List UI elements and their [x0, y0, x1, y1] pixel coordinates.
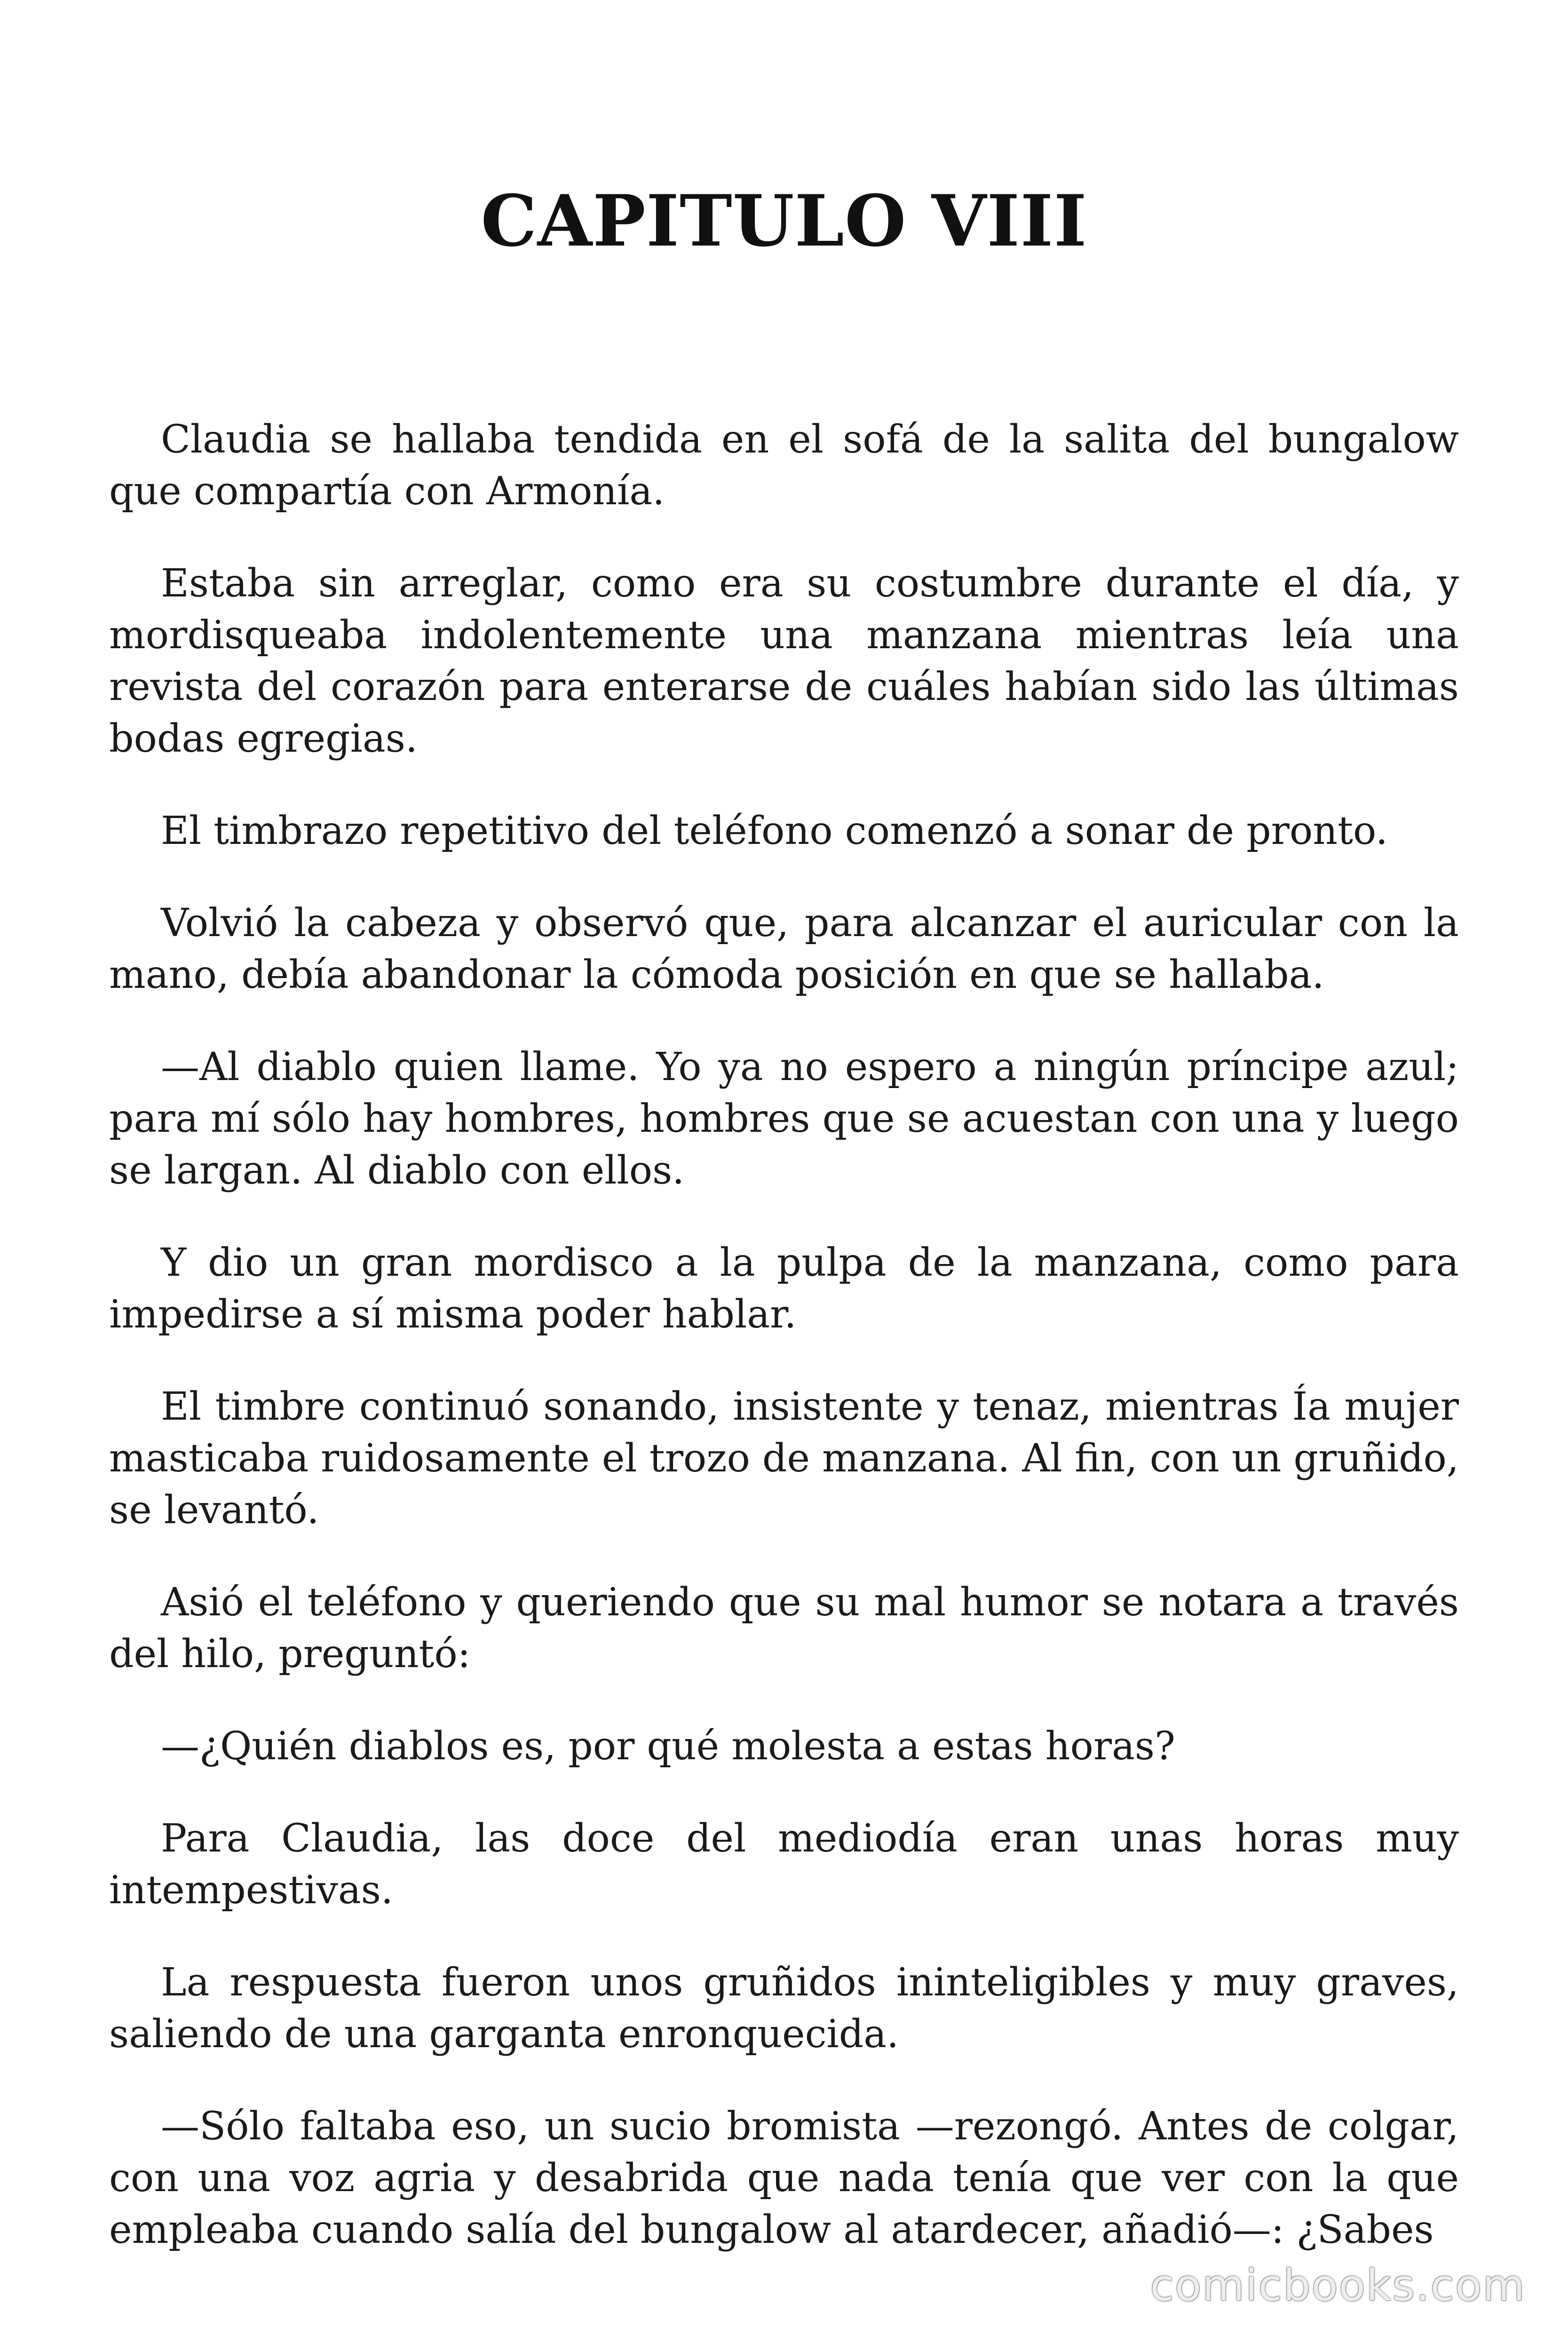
- paragraph: Volvió la cabeza y observó que, para alcanzar el auricular con la mano, debía abandonar la cómoda posición en que se hallaba.: [109, 901, 1459, 997]
- watermark: comicbooks.com: [1150, 2260, 1526, 2311]
- paragraph: El timbre continuó sonando, insistente y tenaz, mientras Ía mujer masticaba ruidosamente el trozo de manzana. Al fin, con un gruñido, se levantó.: [109, 1384, 1459, 1533]
- chapter-title: CAPITULO VIII: [481, 180, 1087, 262]
- paragraph: La respuesta fueron unos gruñidos ininteligibles y muy graves, saliendo de una garganta enronquecida.: [109, 1960, 1459, 2057]
- paragraph: Claudia se hallaba tendida en el sofá de la salita del bungalow que compartía con Armonía.: [109, 417, 1459, 514]
- paragraph: —¿Quién diablos es, por qué molesta a estas horas?: [161, 1724, 1175, 1769]
- paragraph: Asió el teléfono y queriendo que su mal humor se notara a través del hilo, preguntó:: [109, 1580, 1459, 1677]
- paragraph: Para Claudia, las doce del mediodía eran unas horas muy intempestivas.: [109, 1816, 1459, 1913]
- paragraph: —Sólo faltaba eso, un sucio bromista —rezongó. Antes de colgar, con una voz agria y desabrida que nada tenía que ver con la que empleaba cuando salía del bungalow al atardecer, añadió—: ¿Sabes: [109, 2104, 1459, 2252]
- chapter-body: [109, 414, 1459, 2296]
- paragraph: Y dio un gran mordisco a la pulpa de la manzana, como para impedirse a sí misma poder hablar.: [109, 1240, 1459, 1337]
- paragraph: —Al diablo quien llame. Yo ya no espero a ningún príncipe azul; para mí sólo hay hombres, hombres que se acuestan con una y luego se largan. Al diablo con ellos.: [109, 1045, 1459, 1193]
- paragraph: El timbrazo repetitivo del teléfono comenzó a sonar de pronto.: [161, 809, 1388, 853]
- paragraph: Estaba sin arreglar, como era su costumbre durante el día, y mordisqueaba indolentemente una manzana mientras leía una revista del corazón para enterarse de cuáles habían sido las últimas bodas egregias.: [109, 561, 1459, 761]
